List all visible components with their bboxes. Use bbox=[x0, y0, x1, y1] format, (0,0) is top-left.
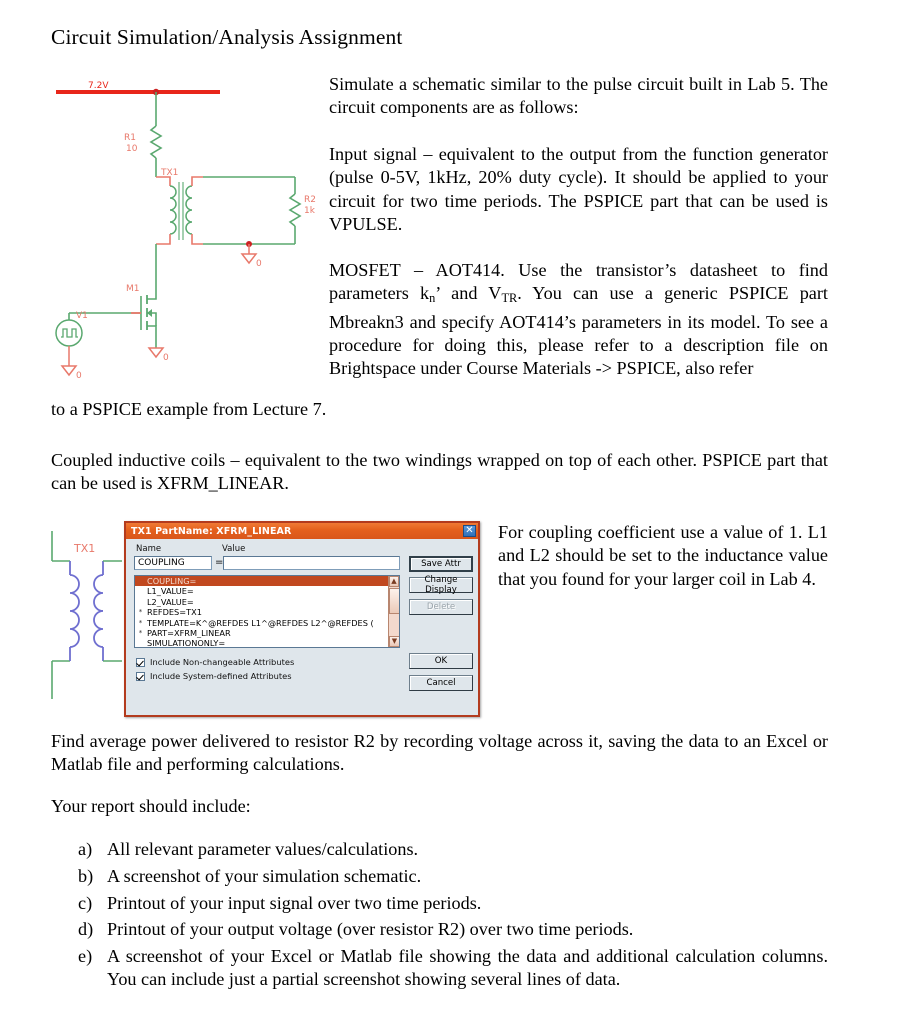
report-requirements-list bbox=[78, 838, 828, 995]
save-attr-button[interactable]: Save Attr bbox=[409, 556, 473, 572]
scrollbar-thumb[interactable] bbox=[389, 588, 400, 614]
list-item[interactable] bbox=[135, 586, 399, 596]
checkbox-icon[interactable] bbox=[136, 672, 145, 681]
list-item[interactable] bbox=[135, 618, 399, 628]
cancel-button[interactable]: Cancel bbox=[409, 675, 473, 691]
svg-text:0: 0 bbox=[76, 371, 82, 381]
attribute-text: TEMPLATE=K^@REFDES L1^@REFDES L2^@REFDES ( bbox=[147, 617, 374, 628]
paragraph-mosfet bbox=[329, 259, 828, 381]
paragraph-find-power: Find average power delivered to resistor R2 by recording voltage across it, saving the data to an Excel or Matlab file and performing calculations. bbox=[51, 731, 828, 775]
attribute-text: SIMULATIONONLY= bbox=[147, 638, 226, 648]
svg-text:0: 0 bbox=[256, 259, 262, 269]
list-item[interactable] bbox=[135, 597, 399, 607]
checkbox-label: Include System-defined Attributes bbox=[150, 671, 292, 681]
svg-text:7.2V: 7.2V bbox=[88, 81, 109, 91]
svg-text:10: 10 bbox=[126, 144, 138, 154]
list-item bbox=[78, 892, 828, 915]
svg-text:1k: 1k bbox=[304, 206, 315, 216]
attribute-text: COUPLING= bbox=[147, 576, 197, 586]
paragraph-lecture-ref: to a PSPICE example from Lecture 7. bbox=[51, 399, 327, 419]
attribute-name-input[interactable] bbox=[134, 556, 212, 570]
svg-text:TX1: TX1 bbox=[161, 168, 179, 178]
circuit-schematic bbox=[48, 78, 326, 398]
include-nonchangeable-checkbox-row[interactable] bbox=[136, 657, 294, 667]
list-item-text: A screenshot of your Excel or Matlab file showing the data and additional calculation columns. You can include just a partial screenshot showing several lines of data. bbox=[107, 946, 828, 990]
close-icon[interactable]: ✕ bbox=[463, 525, 476, 537]
mosfet-text-pre: MOSFET – AOT414. Use the transistor’s datasheet to find parameters k bbox=[329, 260, 828, 304]
list-marker: e) bbox=[78, 946, 93, 967]
list-marker: a) bbox=[78, 839, 93, 859]
attribute-text: PART=XFRM_LINEAR bbox=[147, 627, 231, 638]
attribute-star: * bbox=[138, 628, 143, 637]
paragraph-intro: Simulate a schematic similar to the pulse circuit built in Lab 5. The circuit components are as follows: bbox=[329, 74, 828, 118]
delete-button: Delete bbox=[409, 599, 473, 615]
scroll-up-icon[interactable]: ▲ bbox=[389, 576, 399, 587]
attribute-list[interactable] bbox=[134, 575, 400, 648]
scrollbar[interactable] bbox=[388, 576, 399, 647]
list-item[interactable] bbox=[135, 607, 399, 617]
svg-text:TX1: TX1 bbox=[74, 542, 96, 555]
attribute-star: * bbox=[138, 618, 143, 627]
dialog-titlebar bbox=[126, 523, 478, 539]
dialog-body bbox=[126, 539, 478, 717]
include-systemdefined-checkbox-row[interactable] bbox=[136, 671, 292, 681]
attribute-text: L1_VALUE= bbox=[147, 586, 194, 597]
list-item-text: All relevant parameter values/calculations. bbox=[107, 839, 419, 859]
ok-button[interactable]: OK bbox=[409, 653, 473, 669]
name-field-label: Name bbox=[136, 544, 162, 554]
list-marker: b) bbox=[78, 865, 94, 886]
list-item bbox=[78, 918, 828, 941]
list-item bbox=[78, 838, 828, 861]
attribute-text: REFDES=TX1 bbox=[147, 607, 202, 618]
paragraph-report-intro: Your report should include: bbox=[51, 796, 251, 816]
list-item[interactable] bbox=[135, 628, 399, 638]
list-item[interactable] bbox=[135, 638, 399, 648]
svg-text:R2: R2 bbox=[304, 195, 316, 205]
attribute-value-input[interactable] bbox=[223, 556, 400, 570]
checkbox-label: Include Non-changeable Attributes bbox=[150, 657, 295, 667]
svg-text:V1: V1 bbox=[76, 311, 88, 321]
paragraph-coupling-note: For coupling coefficient use a value of 1. L1 and L2 should be set to the inductance value that you found for your larger coil in Lab 4. bbox=[498, 522, 828, 589]
value-field-label: Value bbox=[222, 544, 246, 554]
vtr-subscript: TR bbox=[501, 291, 518, 306]
attribute-star: * bbox=[138, 608, 143, 617]
svg-text:M1: M1 bbox=[126, 284, 140, 294]
list-marker: d) bbox=[78, 919, 94, 940]
page-title: Circuit Simulation/Analysis Assignment bbox=[51, 25, 403, 49]
mosfet-text-post: . You can use a generic PSPICE part Mbreakn3 and specify AOT414’s parameters in its model. To see a procedure for doing this, please refer to a description file on Brightspace under Course Materials -> PSPICE, also refer bbox=[329, 283, 828, 379]
svg-text:R1: R1 bbox=[124, 133, 136, 143]
list-item bbox=[78, 865, 828, 888]
pspice-attribute-dialog bbox=[124, 521, 480, 717]
mosfet-text-mid: ’ and V bbox=[435, 283, 502, 304]
scroll-down-icon[interactable]: ▼ bbox=[389, 636, 400, 647]
list-item-text: Printout of your input signal over two time periods. bbox=[107, 892, 482, 913]
attribute-text: L2_VALUE= bbox=[147, 596, 194, 607]
transformer-symbol-tx1 bbox=[46, 527, 128, 710]
svg-text:0: 0 bbox=[163, 353, 169, 363]
list-item bbox=[78, 945, 828, 992]
dialog-title: TX1 PartName: XFRM_LINEAR bbox=[131, 525, 292, 537]
checkbox-icon[interactable] bbox=[136, 658, 145, 667]
paragraph-input-signal: Input signal – equivalent to the output from the function generator (pulse 0-5V, 1kHz, 20% duty cycle). It should be applied to your circuit for two time periods. The PSPICE part that can be used is VPULSE. bbox=[329, 144, 828, 234]
change-display-button[interactable]: Change Display bbox=[409, 577, 473, 593]
list-item-text: A screenshot of your simulation schematic. bbox=[107, 865, 422, 886]
paragraph-coupled-coils: Coupled inductive coils – equivalent to the two windings wrapped on top of each other. PSPICE part that can be used is XFRM_LINEAR. bbox=[51, 450, 828, 494]
list-item-text: Printout of your output voltage (over resistor R2) over two time periods. bbox=[107, 919, 634, 940]
list-item[interactable] bbox=[135, 576, 399, 586]
list-marker: c) bbox=[78, 892, 93, 913]
equals-sign: = bbox=[215, 557, 224, 568]
kn-subscript: n bbox=[429, 291, 436, 306]
